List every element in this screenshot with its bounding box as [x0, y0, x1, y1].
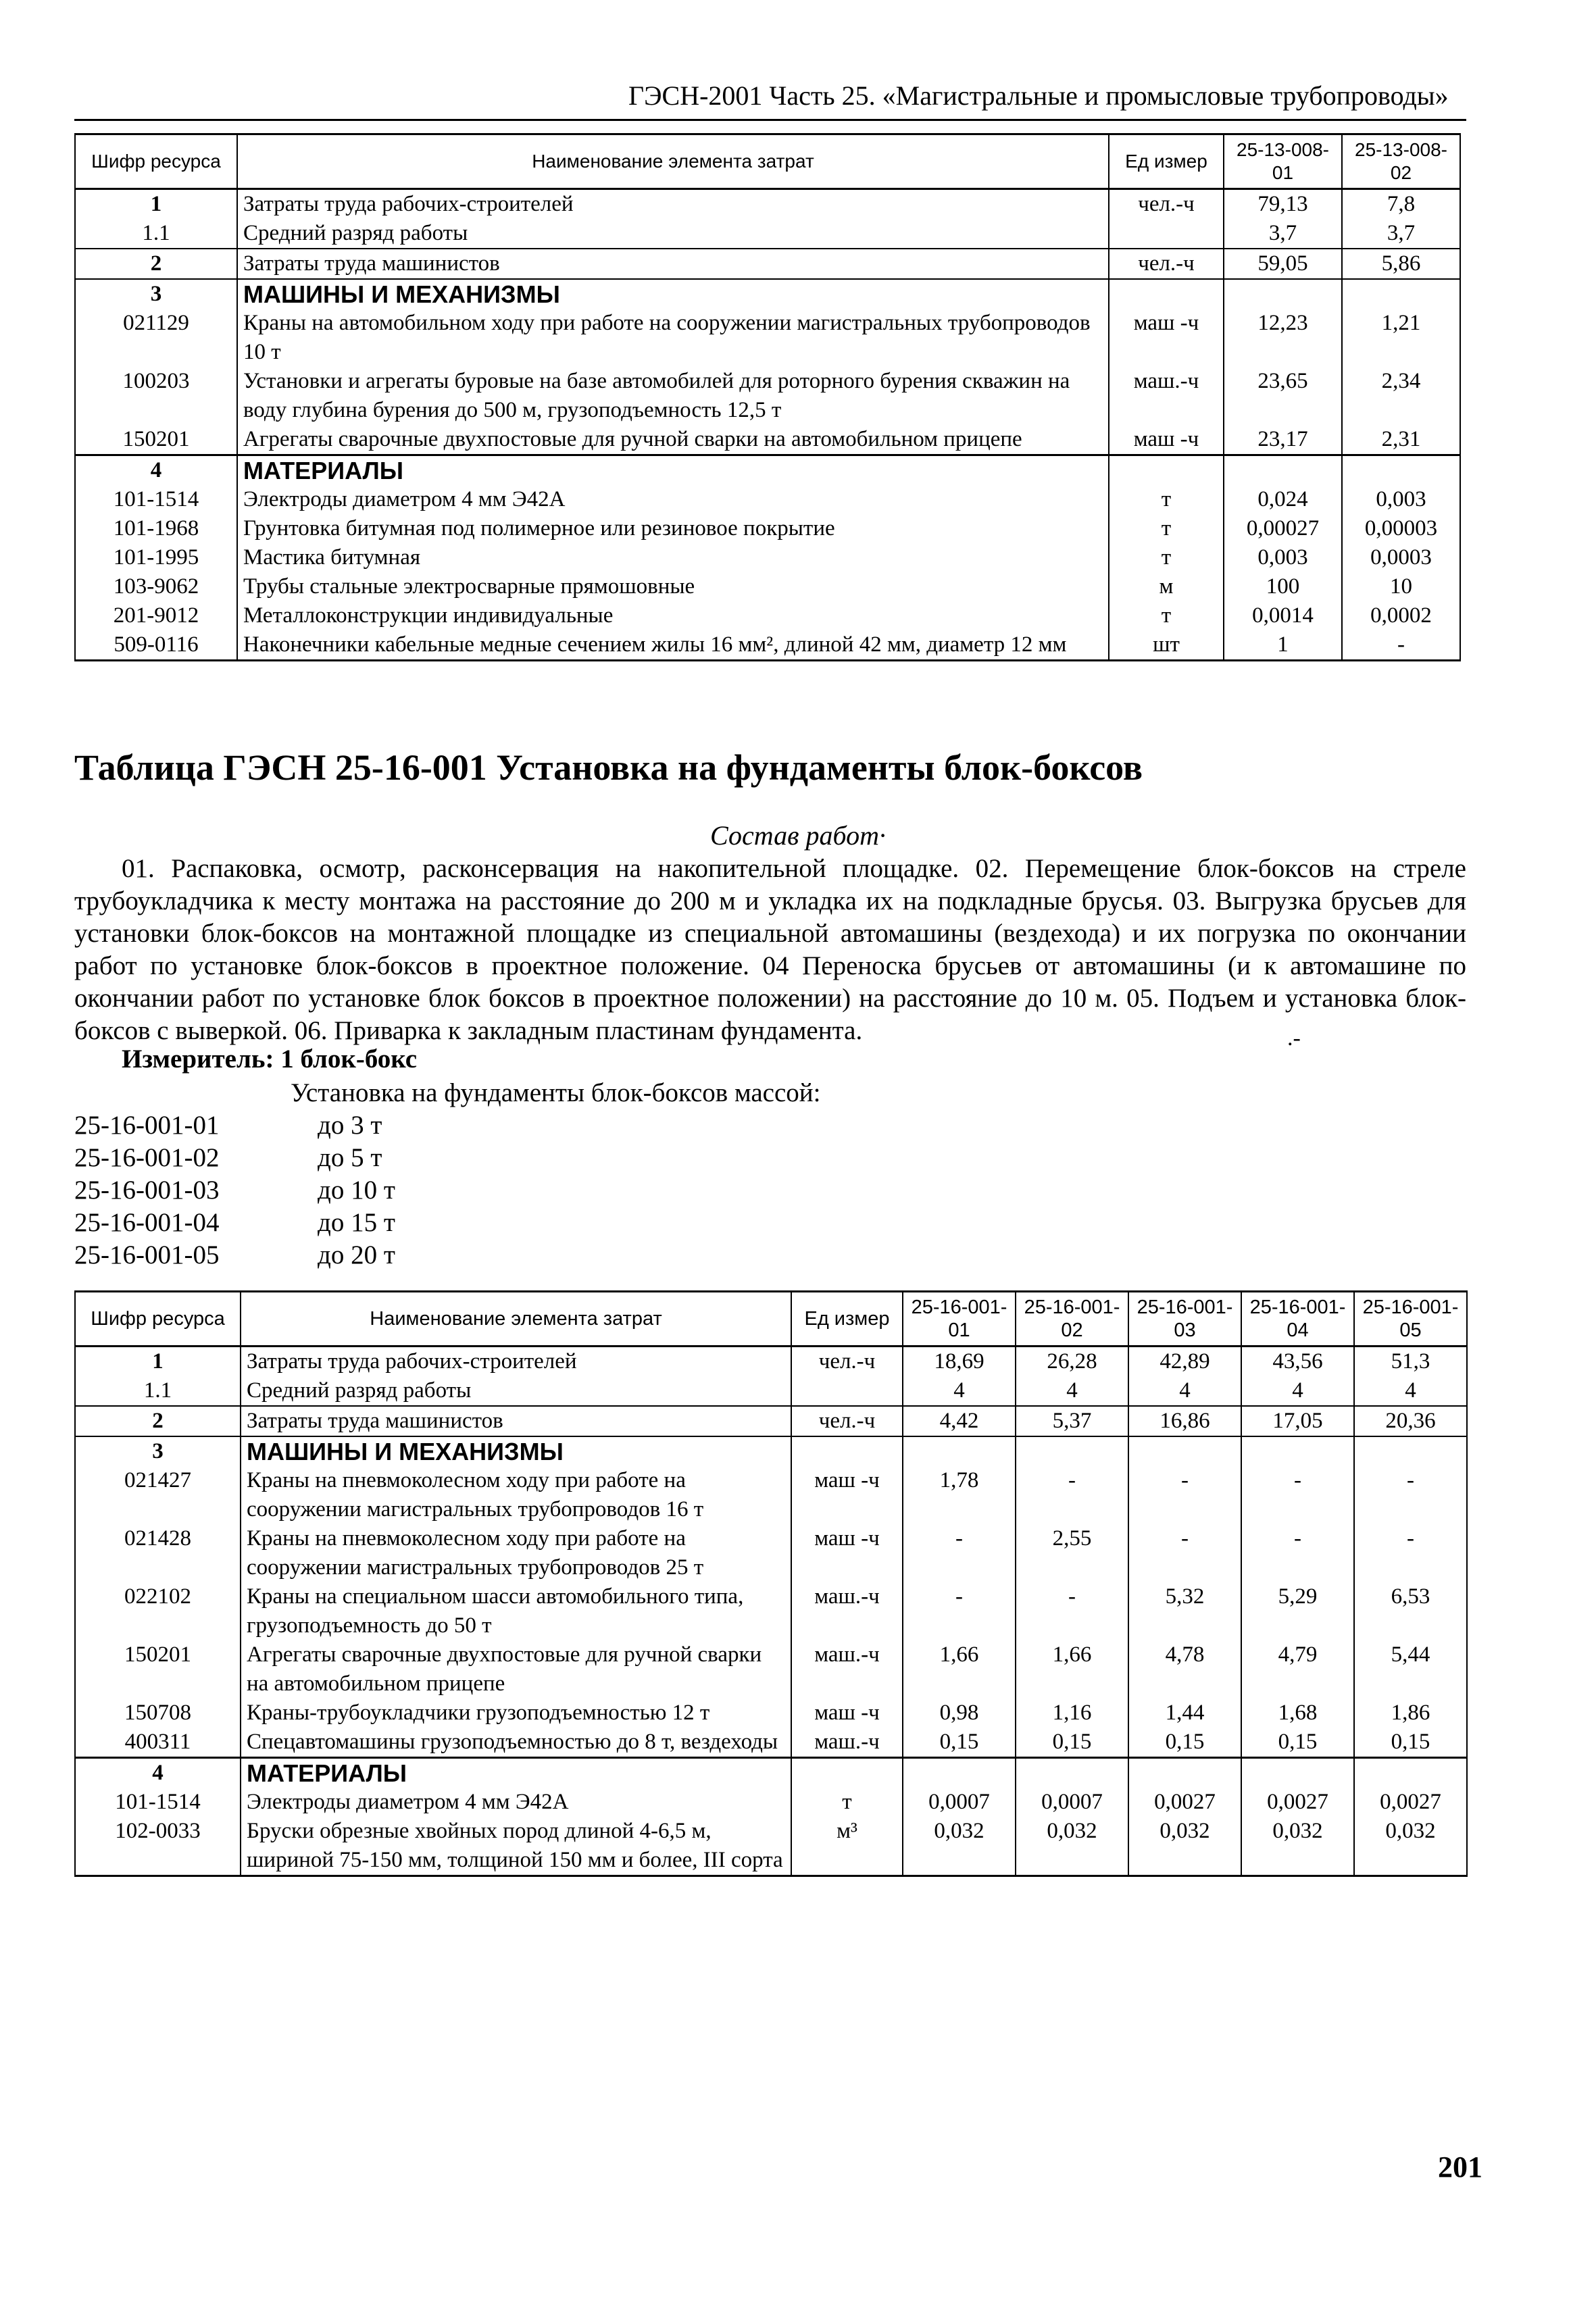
resource-code: 509-0116 — [75, 630, 237, 661]
value: - — [1016, 1582, 1128, 1640]
table-row — [75, 1788, 1467, 1817]
norm-description: до 5 т — [318, 1143, 382, 1172]
resource-name: Агрегаты сварочные двухпостовые для ручной сварки на автомобильном прицепе — [241, 1640, 791, 1699]
norm-code: 25-16-001-05 — [74, 1240, 220, 1269]
column-header: 25-16-001-02 — [1016, 1292, 1128, 1347]
value: 0,15 — [1016, 1728, 1128, 1758]
section-heading: МАТЕРИАЛЫ — [241, 1758, 791, 1788]
resource-code: 101-1995 — [75, 543, 237, 572]
value: - — [1354, 1466, 1467, 1524]
unit: маш -ч — [1109, 309, 1224, 367]
value: 0,0027 — [1128, 1788, 1241, 1817]
table-row — [75, 1524, 1467, 1582]
value: 1 — [1224, 630, 1342, 661]
unit: м³ — [791, 1817, 903, 1876]
table-row — [75, 630, 1460, 661]
column-header: 25-13-008-01 — [1224, 134, 1342, 189]
resource-code: 2 — [75, 1406, 241, 1436]
unit — [791, 1436, 903, 1466]
value: - — [1342, 630, 1460, 661]
table-row — [75, 601, 1460, 630]
table-row — [75, 572, 1460, 601]
header-rule — [74, 119, 1466, 121]
value: 2,34 — [1342, 367, 1460, 425]
value — [1128, 1758, 1241, 1788]
value: 1,68 — [1241, 1699, 1354, 1728]
measurement-unit: Измеритель: 1 блок-бокс — [122, 1045, 418, 1074]
value: 42,89 — [1128, 1347, 1241, 1377]
value: 1,16 — [1016, 1699, 1128, 1728]
value: - — [1016, 1466, 1128, 1524]
resource-code: 022102 — [75, 1582, 241, 1640]
resource-code: 2 — [75, 249, 237, 279]
value: 18,69 — [903, 1347, 1016, 1377]
unit: т — [1109, 601, 1224, 630]
resource-code: 101-1514 — [75, 485, 237, 514]
value — [1241, 1436, 1354, 1466]
composition-heading: Состав работ· — [710, 820, 886, 851]
value: 0,032 — [903, 1817, 1016, 1876]
unit: т — [1109, 485, 1224, 514]
table-row — [75, 1758, 1467, 1788]
resource-name: Мастика битумная — [237, 543, 1109, 572]
resource-name: Бруски обрезные хвойных пород длиной 4-6,5 м, шириной 75-150 мм, толщиной 150 мм и более, III сорта — [241, 1817, 791, 1876]
value: 0,032 — [1241, 1817, 1354, 1876]
unit: маш -ч — [791, 1466, 903, 1524]
value: 7,8 — [1342, 189, 1460, 220]
stray-mark: .- — [1287, 1026, 1301, 1051]
resource-code: 150201 — [75, 425, 237, 455]
value: 2,55 — [1016, 1524, 1128, 1582]
column-header: Наименование элемента затрат — [237, 134, 1109, 189]
value — [1016, 1758, 1128, 1788]
resource-name: Затраты труда рабочих-строителей — [241, 1347, 791, 1377]
section-title: Таблица ГЭСН 25-16-001 Установка на фундаменты блок-боксов — [74, 747, 1143, 788]
resource-name: Металлоконструкции индивидуальные — [237, 601, 1109, 630]
code-list-item — [74, 1142, 382, 1173]
section-code: 4 — [75, 455, 237, 486]
resource-name: Агрегаты сварочные двухпостовые для ручной сварки на автомобильном прицепе — [237, 425, 1109, 455]
value: 0,0002 — [1342, 601, 1460, 630]
column-header: Ед измер — [1109, 134, 1224, 189]
code-list-item — [74, 1240, 395, 1270]
table-row — [75, 1376, 1467, 1406]
code-list-item — [74, 1175, 395, 1205]
value: 1,66 — [1016, 1640, 1128, 1699]
resource-code: 102-0033 — [75, 1817, 241, 1876]
table-row — [75, 455, 1460, 486]
value — [903, 1758, 1016, 1788]
section-heading: МАТЕРИАЛЫ — [237, 455, 1109, 486]
value: 59,05 — [1224, 249, 1342, 279]
value: 4 — [903, 1376, 1016, 1406]
unit: маш.-ч — [1109, 367, 1224, 425]
resource-table-25-16-001 — [74, 1290, 1468, 1877]
column-header: 25-16-001-03 — [1128, 1292, 1241, 1347]
unit: маш.-ч — [791, 1582, 903, 1640]
unit — [791, 1376, 903, 1406]
value: 4 — [1016, 1376, 1128, 1406]
section-code: 3 — [75, 1436, 241, 1466]
value: 0,032 — [1354, 1817, 1467, 1876]
value: 0,0007 — [903, 1788, 1016, 1817]
value: 0,15 — [1241, 1728, 1354, 1758]
value: 100 — [1224, 572, 1342, 601]
table-row — [75, 309, 1460, 367]
table-row — [75, 279, 1460, 309]
table-row — [75, 219, 1460, 249]
norm-code: 25-16-001-02 — [74, 1143, 220, 1172]
value: 5,37 — [1016, 1406, 1128, 1436]
value: 0,0007 — [1016, 1788, 1128, 1817]
unit: чел.-ч — [1109, 189, 1224, 220]
norm-code: 25-16-001-01 — [74, 1111, 220, 1140]
table-header-row — [75, 134, 1460, 189]
resource-name: Затраты труда машинистов — [237, 249, 1109, 279]
column-header: 25-13-008-02 — [1342, 134, 1460, 189]
unit: м — [1109, 572, 1224, 601]
resource-name: Наконечники кабельные медные сечением жилы 16 мм², длиной 42 мм, диаметр 12 мм — [237, 630, 1109, 661]
resource-name: Установки и агрегаты буровые на базе автомобилей для роторного бурения скважин на воду глубина бурения до 500 м, грузоподъемность 12,5 т — [237, 367, 1109, 425]
value: 4,42 — [903, 1406, 1016, 1436]
resource-name: Электроды диаметром 4 мм Э42А — [241, 1788, 791, 1817]
value: 0,0027 — [1354, 1788, 1467, 1817]
resource-name: Грунтовка битумная под полимерное или резиновое покрытие — [237, 514, 1109, 543]
table-row — [75, 1436, 1467, 1466]
value: 5,44 — [1354, 1640, 1467, 1699]
value: 1,21 — [1342, 309, 1460, 367]
value: 23,17 — [1224, 425, 1342, 455]
value: 3,7 — [1342, 219, 1460, 249]
unit: т — [1109, 514, 1224, 543]
resource-code: 021129 — [75, 309, 237, 367]
value: 4 — [1354, 1376, 1467, 1406]
column-header: Шифр ресурса — [75, 1292, 241, 1347]
norm-code: 25-16-001-04 — [74, 1208, 220, 1237]
unit: маш -ч — [791, 1699, 903, 1728]
resource-name: Трубы стальные электросварные прямошовные — [237, 572, 1109, 601]
unit — [1109, 219, 1224, 249]
resource-code: 1 — [75, 1347, 241, 1377]
table-row — [75, 1406, 1467, 1436]
value: - — [1241, 1524, 1354, 1582]
table-row — [75, 1699, 1467, 1728]
page-number: 201 — [1438, 2150, 1482, 2184]
unit: т — [1109, 543, 1224, 572]
column-header: 25-16-001-01 — [903, 1292, 1016, 1347]
resource-name: Краны на автомобильном ходу при работе на сооружении магистральных трубопроводов 10 т — [237, 309, 1109, 367]
value: 1,44 — [1128, 1699, 1241, 1728]
resource-name: Спецавтомашины грузоподъемностью до 8 т, вездеходы — [241, 1728, 791, 1758]
value: 0,032 — [1128, 1817, 1241, 1876]
table-row — [75, 189, 1460, 220]
value — [1128, 1436, 1241, 1466]
value: 12,23 — [1224, 309, 1342, 367]
codes-heading: Установка на фундаменты блок-боксов массой: — [291, 1078, 821, 1107]
value: - — [1354, 1524, 1467, 1582]
value: 26,28 — [1016, 1347, 1128, 1377]
value: 43,56 — [1241, 1347, 1354, 1377]
value: 0,98 — [903, 1699, 1016, 1728]
resource-table-25-13-008 — [74, 133, 1461, 661]
value: 0,003 — [1224, 543, 1342, 572]
unit: т — [791, 1788, 903, 1817]
column-header: 25-16-001-05 — [1354, 1292, 1467, 1347]
value: 17,05 — [1241, 1406, 1354, 1436]
value — [1241, 1758, 1354, 1788]
resource-code: 101-1514 — [75, 1788, 241, 1817]
resource-code: 021428 — [75, 1524, 241, 1582]
resource-code: 150201 — [75, 1640, 241, 1699]
composition-text: 01. Распаковка, осмотр, расконсервация на накопительной площадке. 02. Перемещение блок-боксов на стреле трубоукладчика к месту монтажа на расстояние до 200 м и укладка их на подкладные брусья. 03. Выгрузка брусьев для установки блок-боксов на монтажной площадке из специальной автомашины (вездехода) и их погрузка по окончании работ по установке блок-боксов в проектное положение. 04 Переноска брусьев от автомашины (и к автомашине по окончании работ по установке блок боксов в проектное положении) на расстояние до 10 м. 05. Подъем и установка блок-боксов с выверкой. 06. Приварка к закладным пластинам фундамента. — [74, 854, 1466, 1045]
table-header-row — [75, 1292, 1467, 1347]
resource-name: Электроды диаметром 4 мм Э42А — [237, 485, 1109, 514]
value: 4 — [1241, 1376, 1354, 1406]
value: 3,7 — [1224, 219, 1342, 249]
value: 16,86 — [1128, 1406, 1241, 1436]
value: 1,78 — [903, 1466, 1016, 1524]
table-row — [75, 1347, 1467, 1377]
value — [1354, 1758, 1467, 1788]
norm-description: до 3 т — [318, 1111, 382, 1140]
value: 79,13 — [1224, 189, 1342, 220]
unit: чел.-ч — [791, 1347, 903, 1377]
value: 4,79 — [1241, 1640, 1354, 1699]
resource-name: Краны-трубоукладчики грузоподъемностью 12 т — [241, 1699, 791, 1728]
unit: чел.-ч — [1109, 249, 1224, 279]
value: 0,00027 — [1224, 514, 1342, 543]
unit: маш -ч — [791, 1524, 903, 1582]
table-row — [75, 1817, 1467, 1876]
value: - — [903, 1524, 1016, 1582]
value: - — [1128, 1524, 1241, 1582]
value: - — [1241, 1466, 1354, 1524]
value — [1016, 1436, 1128, 1466]
value: 0,15 — [1354, 1728, 1467, 1758]
resource-code: 400311 — [75, 1728, 241, 1758]
value: 4 — [1128, 1376, 1241, 1406]
unit: маш.-ч — [791, 1640, 903, 1699]
unit: маш -ч — [1109, 425, 1224, 455]
code-list-item — [74, 1110, 382, 1140]
resource-code: 201-9012 — [75, 601, 237, 630]
norm-description: до 15 т — [318, 1208, 395, 1237]
column-header: Наименование элемента затрат — [241, 1292, 791, 1347]
resource-code: 150708 — [75, 1699, 241, 1728]
table-row — [75, 1582, 1467, 1640]
value: 5,29 — [1241, 1582, 1354, 1640]
value: 0,003 — [1342, 485, 1460, 514]
value: 4,78 — [1128, 1640, 1241, 1699]
value — [903, 1436, 1016, 1466]
value: 0,032 — [1016, 1817, 1128, 1876]
section-code: 4 — [75, 1758, 241, 1788]
table-row — [75, 425, 1460, 455]
section-heading: МАШИНЫ И МЕХАНИЗМЫ — [241, 1436, 791, 1466]
section-heading: МАШИНЫ И МЕХАНИЗМЫ — [237, 279, 1109, 309]
resource-code: 021427 — [75, 1466, 241, 1524]
resource-name: Затраты труда машинистов — [241, 1406, 791, 1436]
column-header: Шифр ресурса — [75, 134, 237, 189]
unit — [791, 1758, 903, 1788]
resource-name: Краны на пневмоколесном ходу при работе на сооружении магистральных трубопроводов 16 т — [241, 1466, 791, 1524]
resource-name: Средний разряд работы — [237, 219, 1109, 249]
value: 5,32 — [1128, 1582, 1241, 1640]
value: 0,15 — [1128, 1728, 1241, 1758]
value: 5,86 — [1342, 249, 1460, 279]
resource-code: 100203 — [75, 367, 237, 425]
section-code: 3 — [75, 279, 237, 309]
value: 0,024 — [1224, 485, 1342, 514]
value: 0,0027 — [1241, 1788, 1354, 1817]
resource-code: 101-1968 — [75, 514, 237, 543]
resource-name: Краны на специальном шасси автомобильного типа, грузоподъемность до 50 т — [241, 1582, 791, 1640]
unit: чел.-ч — [791, 1406, 903, 1436]
table-row — [75, 485, 1460, 514]
unit: маш.-ч — [791, 1728, 903, 1758]
resource-code: 1 — [75, 189, 237, 220]
value: 0,15 — [903, 1728, 1016, 1758]
resource-name: Краны на пневмоколесном ходу при работе на сооружении магистральных трубопроводов 25 т — [241, 1524, 791, 1582]
unit: шт — [1109, 630, 1224, 661]
value: 0,00003 — [1342, 514, 1460, 543]
table-row — [75, 543, 1460, 572]
resource-code: 1.1 — [75, 219, 237, 249]
resource-code: 1.1 — [75, 1376, 241, 1406]
table-row — [75, 514, 1460, 543]
table-row — [75, 1728, 1467, 1758]
value: 2,31 — [1342, 425, 1460, 455]
value: 20,36 — [1354, 1406, 1467, 1436]
value: - — [903, 1582, 1016, 1640]
norm-description: до 10 т — [318, 1176, 395, 1205]
table-row — [75, 1466, 1467, 1524]
value: - — [1128, 1466, 1241, 1524]
norm-description: до 20 т — [318, 1240, 395, 1269]
resource-code: 103-9062 — [75, 572, 237, 601]
table-row — [75, 1640, 1467, 1699]
table-row — [75, 249, 1460, 279]
value: 0,0014 — [1224, 601, 1342, 630]
value: 1,86 — [1354, 1699, 1467, 1728]
running-header: ГЭСН-2001 Часть 25. «Магистральные и промысловые трубопроводы» — [628, 80, 1449, 111]
column-header: Ед измер — [791, 1292, 903, 1347]
value: 51,3 — [1354, 1347, 1467, 1377]
value: 23,65 — [1224, 367, 1342, 425]
value: 6,53 — [1354, 1582, 1467, 1640]
resource-name: Затраты труда рабочих-строителей — [237, 189, 1109, 220]
value: 0,0003 — [1342, 543, 1460, 572]
resource-name: Средний разряд работы — [241, 1376, 791, 1406]
column-header: 25-16-001-04 — [1241, 1292, 1354, 1347]
table-row — [75, 367, 1460, 425]
value — [1354, 1436, 1467, 1466]
norm-code: 25-16-001-03 — [74, 1176, 220, 1205]
value: 10 — [1342, 572, 1460, 601]
code-list-item — [74, 1207, 395, 1238]
value: 1,66 — [903, 1640, 1016, 1699]
